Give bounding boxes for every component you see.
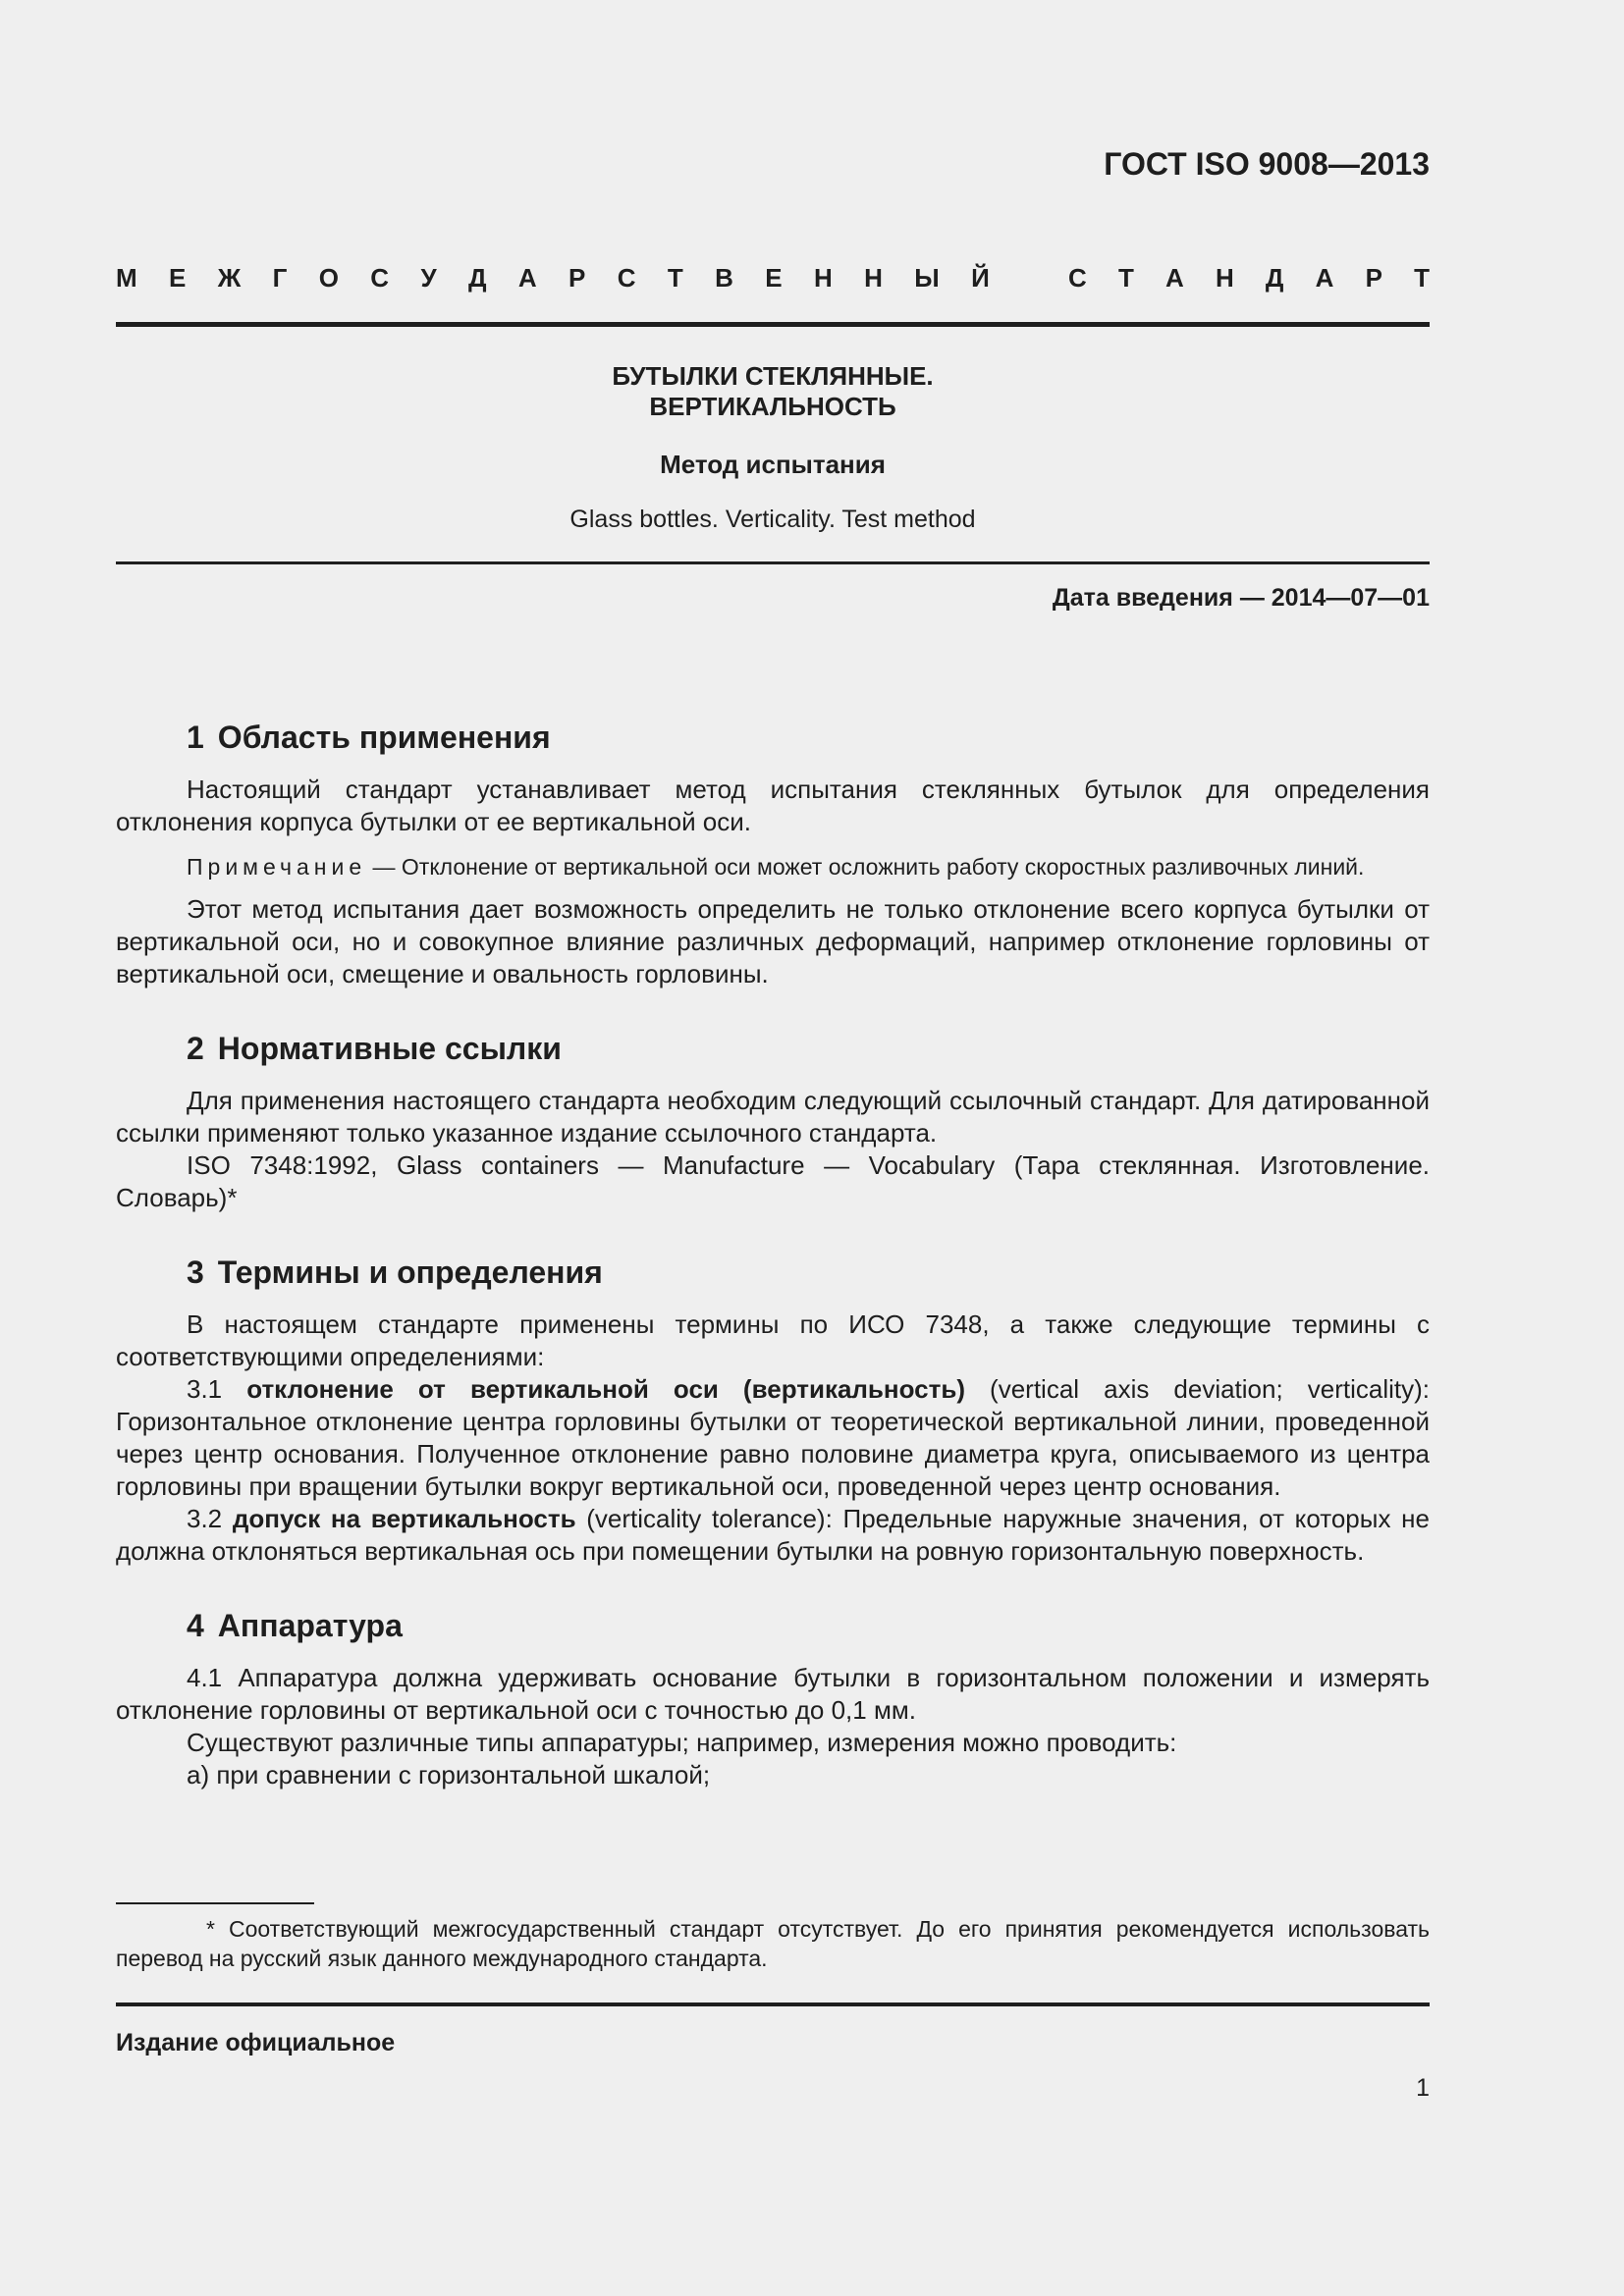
banner-letter: Г <box>272 263 288 293</box>
banner-letter: С <box>617 263 636 293</box>
term-number: 3.2 <box>187 1504 223 1533</box>
banner-letter: Р <box>1365 263 1382 293</box>
section-number: 4 <box>187 1608 204 1643</box>
section-heading-terms <box>116 1254 1430 1291</box>
document-title <box>116 361 1430 422</box>
term-text: (verticality tolerance): Предельные наружные значения, от которых не должна отклоняться вертикальная ось при помещении бутылки на ровную горизонтальную поверхность. <box>116 1504 1430 1566</box>
footnote-rule <box>116 1902 314 1904</box>
banner-letter: Н <box>864 263 883 293</box>
banner-letter: А <box>1315 263 1334 293</box>
term-definition <box>116 1503 1430 1568</box>
banner-letter: Е <box>169 263 187 293</box>
paragraph: В настоящем стандарте применены термины по ИСО 7348, а также следующие термины с соответствующими определениями: <box>116 1309 1430 1371</box>
banner-letter: С <box>1068 263 1087 293</box>
banner-letter: В <box>715 263 733 293</box>
title-method: Метод испытания <box>660 450 886 479</box>
title-line-1: БУТЫЛКИ СТЕКЛЯННЫЕ. <box>612 361 934 391</box>
section-title: Аппаратура <box>217 1608 403 1643</box>
page-number: 1 <box>1416 2074 1430 2102</box>
title-block <box>116 361 1430 534</box>
header-rule <box>116 322 1430 327</box>
banner-letter: Д <box>467 263 487 293</box>
section-heading-apparatus <box>116 1607 1430 1644</box>
banner-letter: Д <box>1265 263 1284 293</box>
document-body <box>116 719 1430 1791</box>
term-name: допуск на вертикальность <box>232 1504 576 1533</box>
section-number: 3 <box>187 1255 204 1290</box>
banner-letter: Т <box>1117 263 1134 293</box>
banner-letter: Н <box>1215 263 1234 293</box>
banner-letter: Ж <box>217 263 242 293</box>
term-number: 3.1 <box>187 1374 223 1404</box>
list-item: а) при сравнении с горизонтальной шкалой; <box>187 1760 711 1789</box>
banner-letter: Т <box>1414 263 1430 293</box>
section-title: Область применения <box>217 720 551 755</box>
paragraph: Существуют различные типы аппаратуры; например, измерения можно проводить: <box>187 1728 1177 1757</box>
note-label: Примечание <box>187 854 367 880</box>
banner-word-standard <box>1068 263 1430 293</box>
note <box>116 852 1430 881</box>
banner-letter: Й <box>971 263 990 293</box>
section-heading-scope <box>116 719 1430 756</box>
title-english: Glass bottles. Verticality. Test method <box>569 506 976 533</box>
term-name: отклонение от вертикальной оси (вертикальность) <box>246 1374 965 1404</box>
section-number: 1 <box>187 720 204 755</box>
reference-entry: ISO 7348:1992, Glass containers — Manufacture — Vocabulary (Тара стеклянная. Изготовление. Словарь)* <box>116 1150 1430 1212</box>
term-text: (vertical axis deviation; verticality): Горизонтальное отклонение центра горловины бутылки от теоретической вертикальной линии, проведенной через центр основания. Полученное отклонение равно половине диаметра круга, описываемого из центра горловины при вращении бутылки вокруг вертикальной оси, проведенной через центр основания. <box>116 1374 1430 1501</box>
title-rule <box>116 561 1430 564</box>
banner-letter: Н <box>813 263 833 293</box>
section-title: Нормативные ссылки <box>217 1031 562 1066</box>
title-line-2: ВЕРТИКАЛЬНОСТЬ <box>649 392 896 421</box>
banner-letter: Ы <box>914 263 940 293</box>
footer-rule <box>116 2002 1430 2006</box>
banner-letter: А <box>517 263 537 293</box>
banner-letter: Е <box>765 263 783 293</box>
banner-word-interstate <box>116 263 990 293</box>
paragraph: Настоящий стандарт устанавливает метод испытания стеклянных бутылок для определения отклонения корпуса бутылки от ее вертикальной оси. <box>116 774 1430 836</box>
paragraph: 4.1 Аппаратура должна удерживать основание бутылки в горизонтальном положении и измерять отклонение горловины от вертикальной оси с точностью до 0,1 мм. <box>116 1663 1430 1725</box>
document-id: ГОСТ ISO 9008—2013 <box>1104 146 1430 182</box>
term-definition <box>116 1373 1430 1503</box>
section-title: Термины и определения <box>217 1255 603 1290</box>
paragraph: Для применения настоящего стандарта необходим следующий ссылочный стандарт. Для датированной ссылки применяют только указанное издание ссылочного стандарта. <box>116 1086 1430 1148</box>
introduction-date: Дата введения — 2014—07—01 <box>1052 584 1430 612</box>
paragraph: Этот метод испытания дает возможность определить не только отклонение всего корпуса бутылки от вертикальной оси, но и совокупное влияние различных деформаций, например отклонение горловины от вертикальной оси, смещение и овальность горловины. <box>116 894 1430 988</box>
banner-letter: С <box>370 263 390 293</box>
banner-letter: У <box>420 263 437 293</box>
banner-letter: Т <box>667 263 683 293</box>
banner-letter: О <box>318 263 339 293</box>
edition-label: Издание официальное <box>116 2029 396 2056</box>
section-number: 2 <box>187 1031 204 1066</box>
note-text: — Отклонение от вертикальной оси может осложнить работу скоростных разливочных линий. <box>366 854 1365 880</box>
banner-letter: М <box>116 263 137 293</box>
footnote: * Соответствующий межгосударственный стандарт отсутствует. До его принятия рекомендуется использовать перевод на русский язык данного международного стандарта. <box>116 1916 1430 1971</box>
banner-letter: Р <box>568 263 586 293</box>
banner-letter: А <box>1165 263 1184 293</box>
section-heading-references <box>116 1030 1430 1067</box>
